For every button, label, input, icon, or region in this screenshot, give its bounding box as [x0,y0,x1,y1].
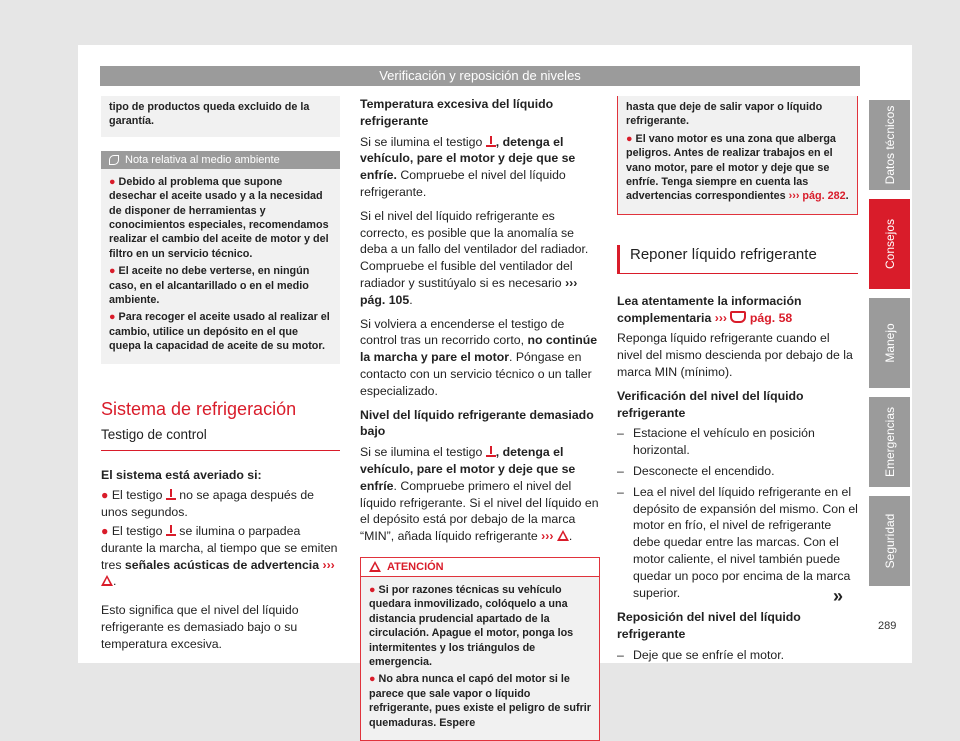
reference-arrows[interactable]: ››› [322,557,335,572]
dash-item: – Deje que se enfríe el motor. [617,647,785,662]
subheading: Reposición del nivel del líquido refrigerante [617,610,801,642]
tab-consejos[interactable]: Consejos [869,199,910,289]
column-1 [101,96,340,660]
tab-seguridad[interactable]: Seguridad [869,496,910,586]
continue-mark: » [833,586,844,606]
warning-body [361,577,599,740]
section-subtitle: Testigo de control [101,426,340,451]
subheading: Verificación del nivel del líquido refrigerante [617,388,804,420]
warning-bullet: ● Si por razones técnicas su vehículo quedara inmovilizado, colóquelo a una distancia prudencial apartado de la circulación. Apague el motor, ponga los intermitentes y los triángulos de emergencia. [369,583,574,668]
env-bullet: ● Debido al problema que supone desechar el aceite usado y a la necesidad de disponer de herramientas y conocimientos especiales, recomendamos realizar el cambio del aceite de motor y del filtro en un servicio técnico. [109,175,329,260]
warning-text: hasta que deje de salir vapor o líquido refrigerante. [626,101,823,128]
paragraph: Si se ilumina el testigo , detenga el vehículo, pare el motor y deje que se enfríe. Compruebe primero el nivel del líquido refrigerante. Si el nivel del líquido en el depósito está por debajo de la marca “MIN”, añada líquido refrigerante ››› . [360,445,599,544]
warning-triangle-icon [101,575,113,586]
book-icon [730,311,746,323]
intro: Lea atentamente la información complementaria ››› pág. 58 [617,293,802,325]
paragraph: Si se ilumina el testigo , detenga el vehículo, pare el motor y deje que se enfríe. Compruebe el nivel del líquido refrigerante. [360,134,576,199]
environment-note-box [101,151,340,364]
env-bullet: ● Para recoger el aceite usado al realizar el cambio, utilice un depósito en el que quepa la capacidad de aceite de su motor. [109,311,330,353]
page-reference-link[interactable]: ››› pág. 105 [360,275,578,307]
dash-item: – Estacione el vehículo en posición horizontal. [617,426,815,458]
env-bullet: ● El aceite no debe verterse, en ningún caso, en el alcantarillado o en el medio ambiente. [109,265,310,307]
section-heading: Reponer líquido refrigerante [617,245,858,274]
warning-box [360,557,600,741]
page-header-title: Verificación y reposición de niveles [100,66,860,86]
bullet-item: ● El testigo no se apaga después de unos segundos. [101,488,314,520]
leaf-icon [109,155,119,165]
environment-note-header [101,151,340,169]
page-number: 289 [878,620,897,632]
section-title: Sistema de refrigeración [101,398,297,419]
bullet-item: ● El testigo se ilumina o parpadea durante la marcha, al tiempo que se emiten tres señales acústicas de advertencia ››› . [101,524,338,589]
warning-header [361,558,599,577]
warning-body [618,96,857,214]
column-3 [617,96,858,664]
reference-arrows[interactable]: ››› [541,529,554,544]
environment-note-title: Nota relativa al medio ambiente [125,153,280,166]
warning-triangle-icon [557,530,569,541]
tab-emergencias[interactable]: Emergencias [869,397,910,487]
paragraph: Esto significa que el nivel del líquido refrigerante es demasiado bajo o su temperatura excesiva. [101,603,299,651]
warning-box-continued [617,96,858,215]
dash-item: – Lea el nivel del líquido refrigerante en el depósito de expansión del mismo. Con el motor en frío, el nivel de refrigerante debe quedar entre las marcas. Con el motor caliente, el nivel también puede quedar un poco por encima de la marca superior. [617,484,858,600]
warning-triangle-icon [369,561,381,572]
coolant-temperature-icon [486,446,496,457]
warning-title: ATENCIÓN [387,560,444,573]
coolant-temperature-icon [166,525,176,536]
column-2 [360,96,600,741]
subheading: El sistema está averiado si: [101,467,262,482]
paragraph: Reponga líquido refrigerante cuando el nivel del mismo descienda por debajo de la marca MIN (mínimo). [617,331,853,380]
subheading: Temperatura excesiva del líquido refrigerante [360,97,554,128]
coolant-temperature-icon [486,136,496,147]
subheading: Nivel del líquido refrigerante demasiado bajo [360,407,594,439]
warning-bullet: ● No abra nunca el capó del motor si le parece que sale vapor o líquido refrigerante, pues existe el peligro de sufrir quemaduras. Espere [369,673,592,729]
warning-bullet: ● El vano motor es una zona que alberga peligros. Antes de realizar trabajos en el vano motor, pare el motor y deje que se enfríe. Tenga siempre en cuenta las advertencias correspondientes ››› pág. 282. [626,132,849,203]
tab-manejo[interactable]: Manejo [869,298,910,388]
paragraph: Si volviera a encenderse el testigo de control tras un recorrido corto, no continúe la marcha y pare el motor. Póngase en contacto con un servicio técnico o un taller especializado. [360,316,598,398]
environment-note-body [101,169,340,364]
page-reference-link[interactable]: pág. 58 [749,310,793,325]
page-reference-link[interactable]: ››› pág. 282 [788,190,846,203]
continued-note-box: tipo de productos queda excluido de la garantía. [101,96,340,137]
coolant-temperature-icon [166,489,176,500]
tab-datos-tecnicos[interactable]: Datos técnicos [869,100,910,190]
paragraph: Si el nivel del líquido refrigerante es correcto, es posible que la anomalía se deba a un fallo del ventilador del radiador. Compruebe el fusible del ventilador del radiador y sustitúyalo si es necesario ››› pág. 105. [360,208,589,307]
chapter-tabs [869,100,910,595]
dash-item: – Desconecte el encendido. [617,464,775,479]
